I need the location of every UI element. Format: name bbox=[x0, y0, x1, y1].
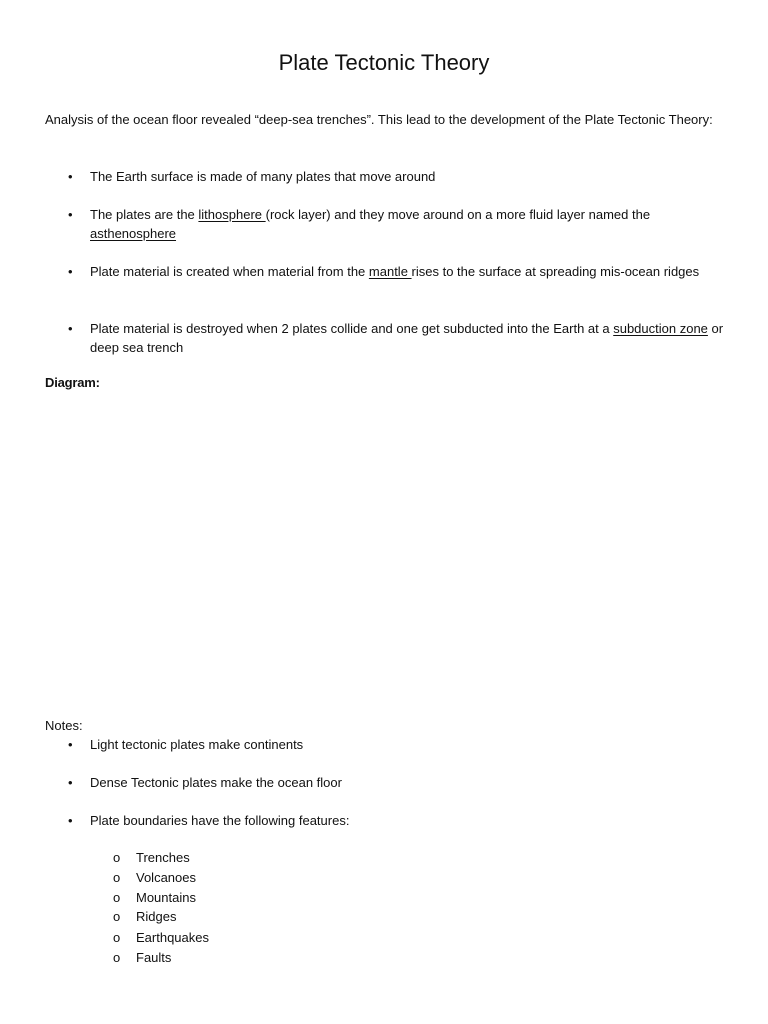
page-title: Plate Tectonic Theory bbox=[278, 50, 490, 75]
list-item bbox=[68, 167, 726, 186]
note-text: Dense Tectonic plates make the ocean floor bbox=[90, 775, 342, 790]
sub-bullet-marker: o bbox=[113, 909, 121, 924]
bullet-text-pre: Plate material is created when material from the bbox=[90, 264, 369, 279]
bullet-text-pre: Plate material is destroyed when 2 plates collide and one get subducted into the Earth at a bbox=[90, 321, 614, 336]
feature-text: Volcanoes bbox=[136, 870, 196, 885]
list-item bbox=[68, 205, 726, 243]
list-item bbox=[68, 262, 726, 281]
term-subduction-zone: subduction zone bbox=[613, 321, 708, 336]
list-item bbox=[113, 868, 196, 887]
bullet-marker: • bbox=[68, 207, 73, 222]
list-item bbox=[68, 773, 726, 792]
feature-text: Faults bbox=[136, 950, 172, 965]
bullet-text-post: rises to the surface at spreading mis-ocean ridges bbox=[411, 264, 700, 279]
bullet-text-mid: (rock layer) and they move around on a more fluid layer named the bbox=[265, 207, 651, 222]
feature-text: Earthquakes bbox=[136, 930, 209, 945]
bullet-text: The Earth surface is made of many plates that move around bbox=[90, 169, 436, 184]
list-item bbox=[113, 848, 190, 867]
feature-text: Mountains bbox=[136, 890, 196, 905]
feature-text: Ridges bbox=[136, 909, 177, 924]
sub-bullet-marker: o bbox=[113, 890, 121, 905]
bullet-marker: • bbox=[68, 321, 73, 336]
bullet-marker: • bbox=[68, 737, 73, 752]
list-item bbox=[113, 907, 177, 926]
list-item bbox=[113, 928, 209, 947]
diagram-area bbox=[45, 400, 725, 700]
sub-bullet-marker: o bbox=[113, 850, 121, 865]
diagram-heading: Diagram: bbox=[45, 375, 100, 390]
bullet-marker: • bbox=[68, 169, 73, 184]
term-asthenosphere: asthenosphere bbox=[90, 226, 177, 241]
intro-paragraph: Analysis of the ocean floor revealed “deep-sea trenches”. This lead to the development of the Plate Tectonic Theory: bbox=[45, 112, 713, 127]
bullet-marker: • bbox=[68, 813, 73, 828]
term-lithosphere: lithosphere bbox=[198, 207, 266, 222]
note-text: Plate boundaries have the following features: bbox=[90, 813, 350, 828]
term-mantle: mantle bbox=[368, 264, 412, 279]
bullet-marker: • bbox=[68, 775, 73, 790]
list-item bbox=[68, 735, 726, 754]
list-item bbox=[113, 888, 196, 907]
list-item bbox=[113, 948, 172, 967]
notes-heading: Notes: bbox=[45, 718, 83, 733]
sub-bullet-marker: o bbox=[113, 930, 121, 945]
list-item bbox=[68, 811, 726, 830]
feature-text: Trenches bbox=[136, 850, 190, 865]
bullet-text-pre: The plates are the bbox=[90, 207, 199, 222]
sub-bullet-marker: o bbox=[113, 950, 121, 965]
list-item bbox=[68, 319, 726, 357]
bullet-text-post: or deep sea trench bbox=[90, 321, 724, 355]
note-text: Light tectonic plates make continents bbox=[90, 737, 304, 752]
bullet-marker: • bbox=[68, 264, 73, 279]
sub-bullet-marker: o bbox=[113, 870, 121, 885]
